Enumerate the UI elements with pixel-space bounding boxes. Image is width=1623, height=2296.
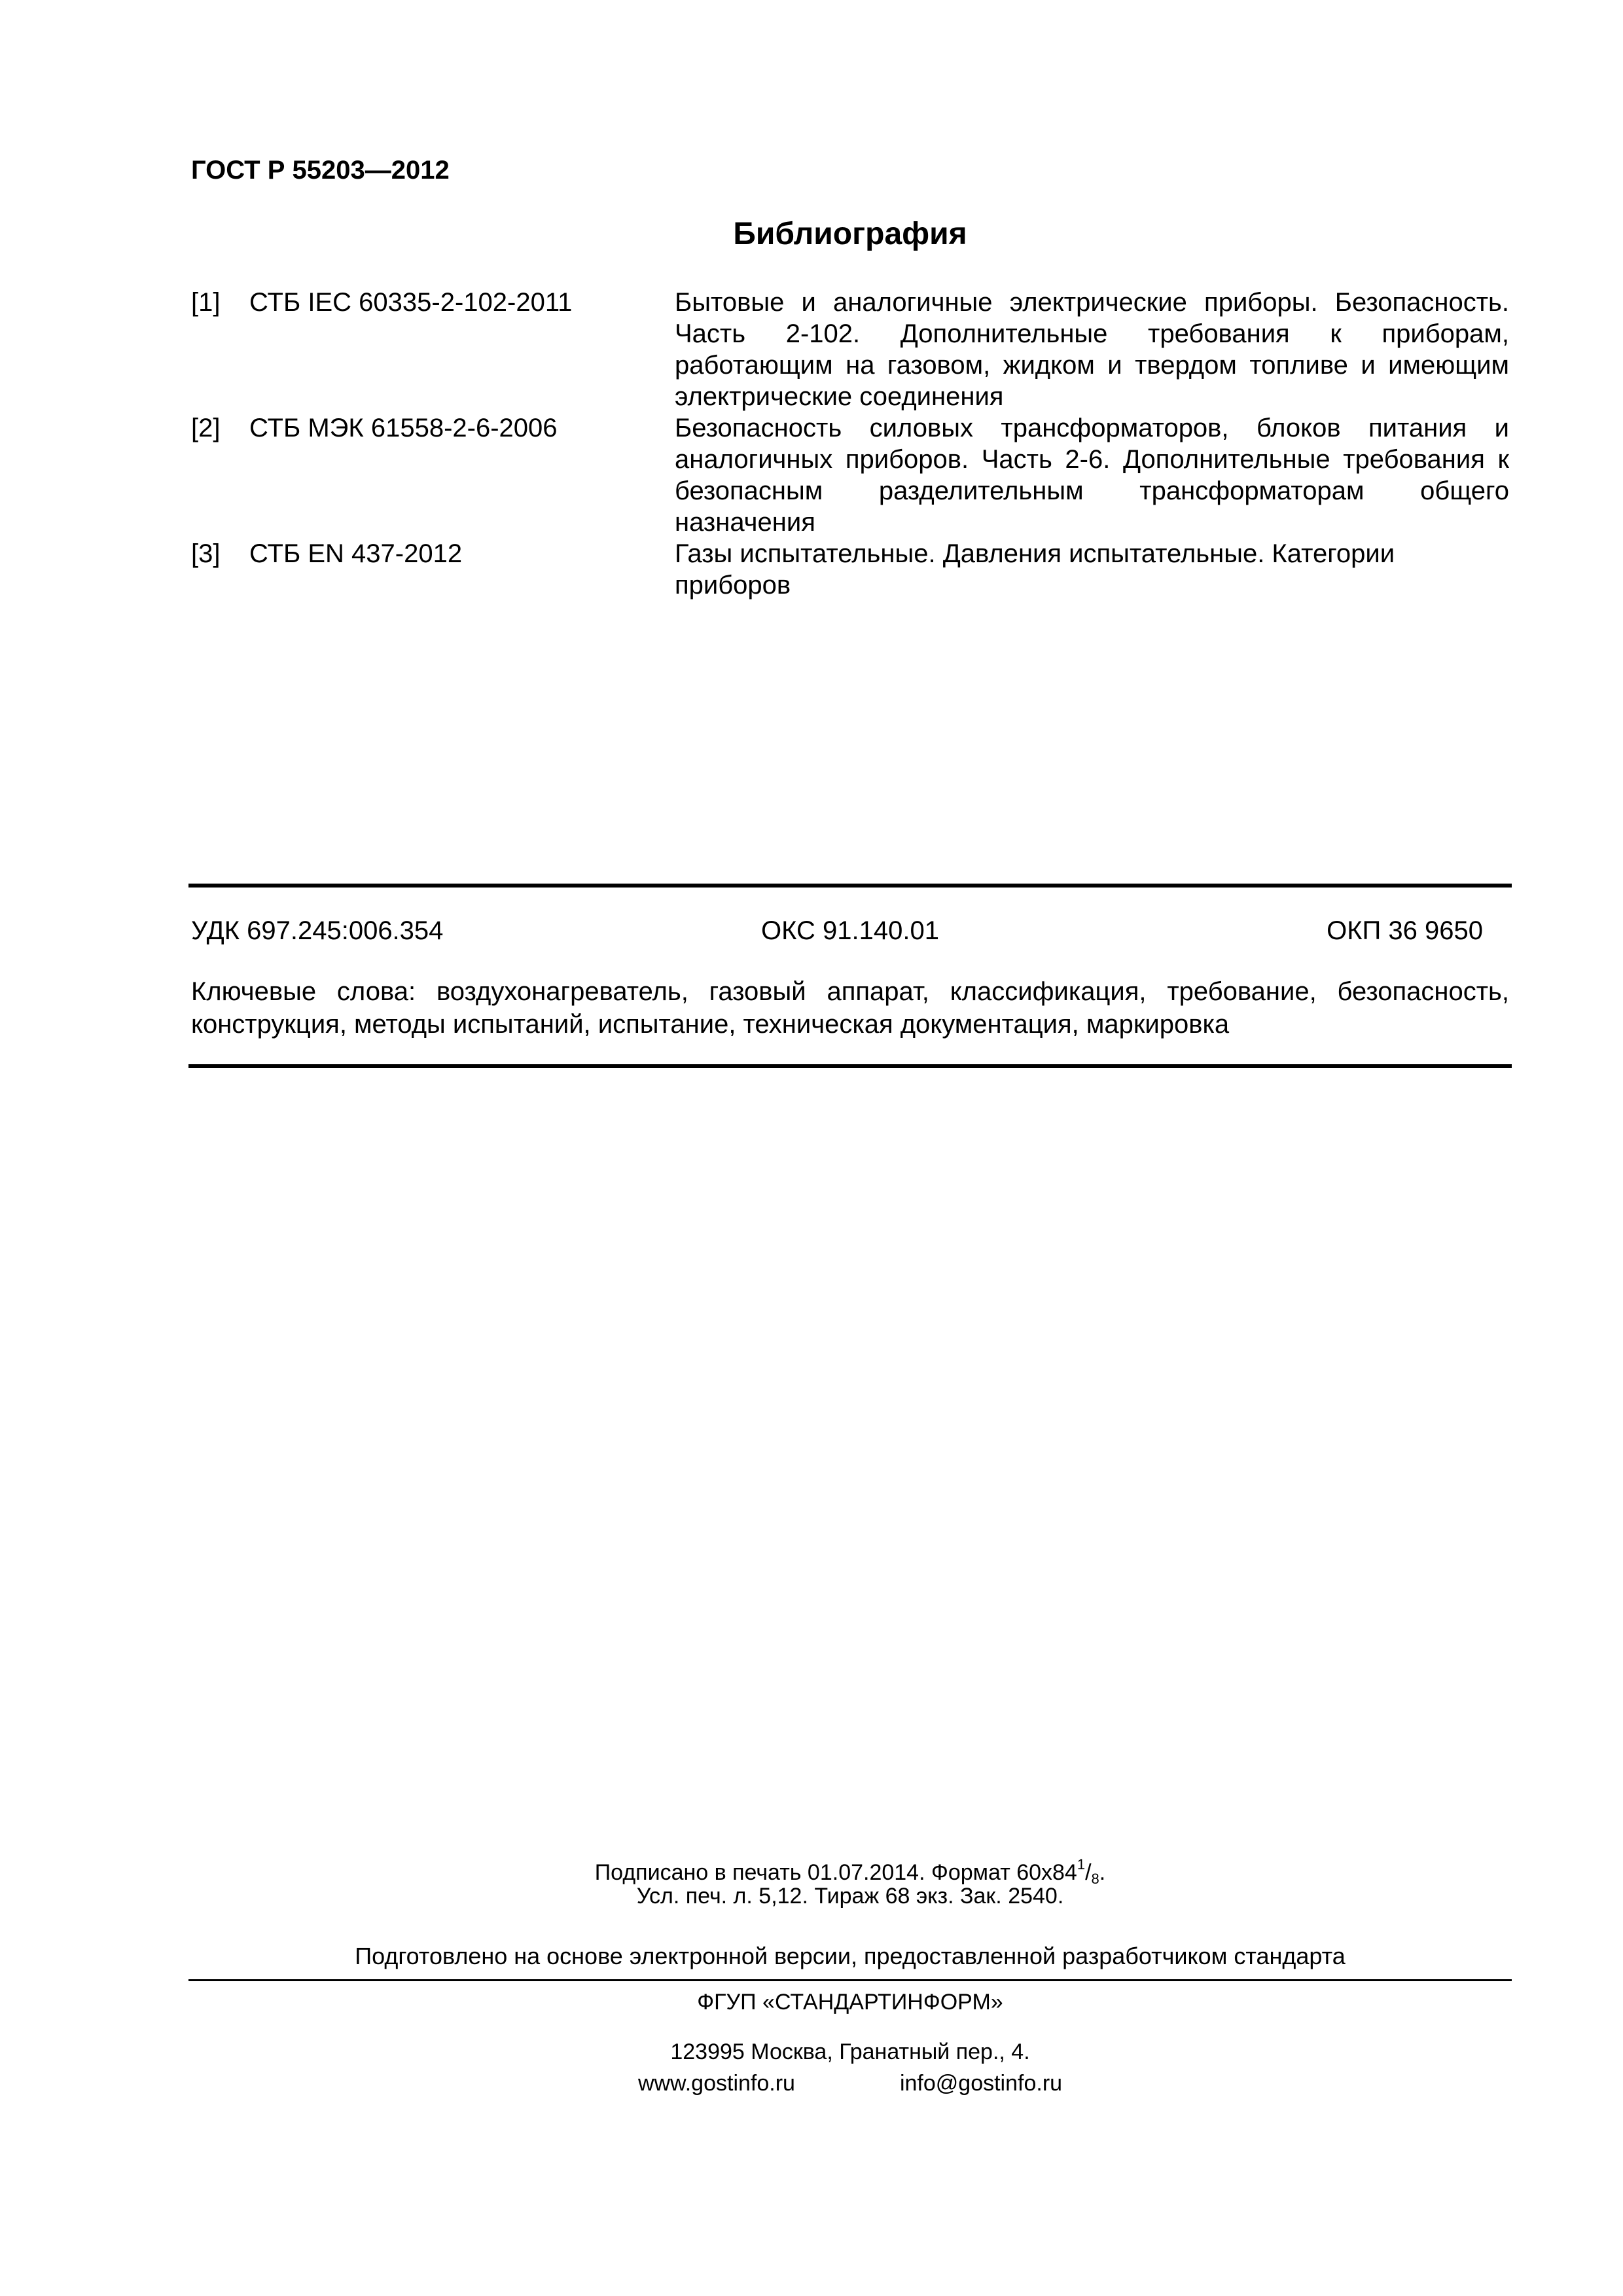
bibliography-title: Библиография — [733, 217, 967, 251]
prepared-note: Подготовлено на основе электронной версии, предоставленной разработчиком стандарта — [355, 1943, 1346, 1969]
bibliography-list — [191, 287, 1509, 601]
entry-number: [1] — [191, 288, 221, 317]
okp-code: ОКП 36 9650 — [1327, 916, 1483, 945]
signed-text: Подписано в печать 01.07.2014. Формат 60х84 — [594, 1860, 1077, 1885]
oks-code: ОКС 91.140.01 — [761, 916, 939, 945]
entry-number: [2] — [191, 414, 221, 442]
email-link[interactable]: info@gostinfo.ru — [899, 2071, 1063, 2096]
entry-code: СТБ EN 437-2012 — [249, 539, 463, 568]
signed-for-print: Подписано в печать 01.07.2014. Формат $60х84^1/_8$. — [594, 1856, 1106, 1887]
print-info: Усл. печ. л. 5,12. Тираж 68 экз. Зак. 2540. — [636, 1884, 1064, 1909]
format-denominator: 8 — [1091, 1871, 1099, 1887]
entry-title: Безопасность силовых трансформаторов, блоков питания и аналогичных приборов. Часть 2-6. Дополнительные требования к безопасным разделительным трансформаторам общего назначения — [675, 414, 1509, 537]
bibliography-entry — [191, 287, 1509, 412]
bottom-divider — [188, 1064, 1512, 1068]
publisher-address: 123995 Москва, Гранатный пер., 4. — [670, 2039, 1030, 2064]
entry-code: СТБ IEC 60335-2-102-2011 — [249, 288, 573, 317]
top-divider — [188, 884, 1512, 888]
publisher: ФГУП «СТАНДАРТИНФОРМ» — [697, 1990, 1003, 2015]
entry-title: Бытовые и аналогичные электрические приборы. Безопасность. Часть 2-102. Дополнительные требования к приборам, работающим на газовом, жидком и твердом топливе и имеющим электрические соединения — [675, 288, 1509, 411]
bibliography-entry — [191, 412, 1509, 538]
classification-row — [191, 912, 1509, 949]
format-numerator: 1 — [1077, 1856, 1086, 1873]
website-link[interactable]: www.gostinfo.ru — [637, 2071, 795, 2096]
bibliography-entry — [191, 538, 1509, 601]
entry-title: Газы испытательные. Давления испытательные. Категории приборов — [675, 539, 1395, 600]
entry-number: [3] — [191, 539, 221, 568]
keywords: Ключевые слова: воздухонагреватель, газовый аппарат, классификация, требование, безопасность, конструкция, методы испытаний, испытание, техническая документация, маркировка — [191, 977, 1509, 1039]
imprint-divider — [188, 1979, 1512, 1981]
udk-code: УДК 697.245:006.354 — [191, 916, 444, 945]
entry-code: СТБ МЭК 61558-2-6-2006 — [249, 414, 558, 442]
document-code: ГОСТ Р 55203—2012 — [191, 156, 450, 185]
publisher-contacts — [191, 2068, 1509, 2098]
format-suffix: . — [1099, 1860, 1106, 1885]
